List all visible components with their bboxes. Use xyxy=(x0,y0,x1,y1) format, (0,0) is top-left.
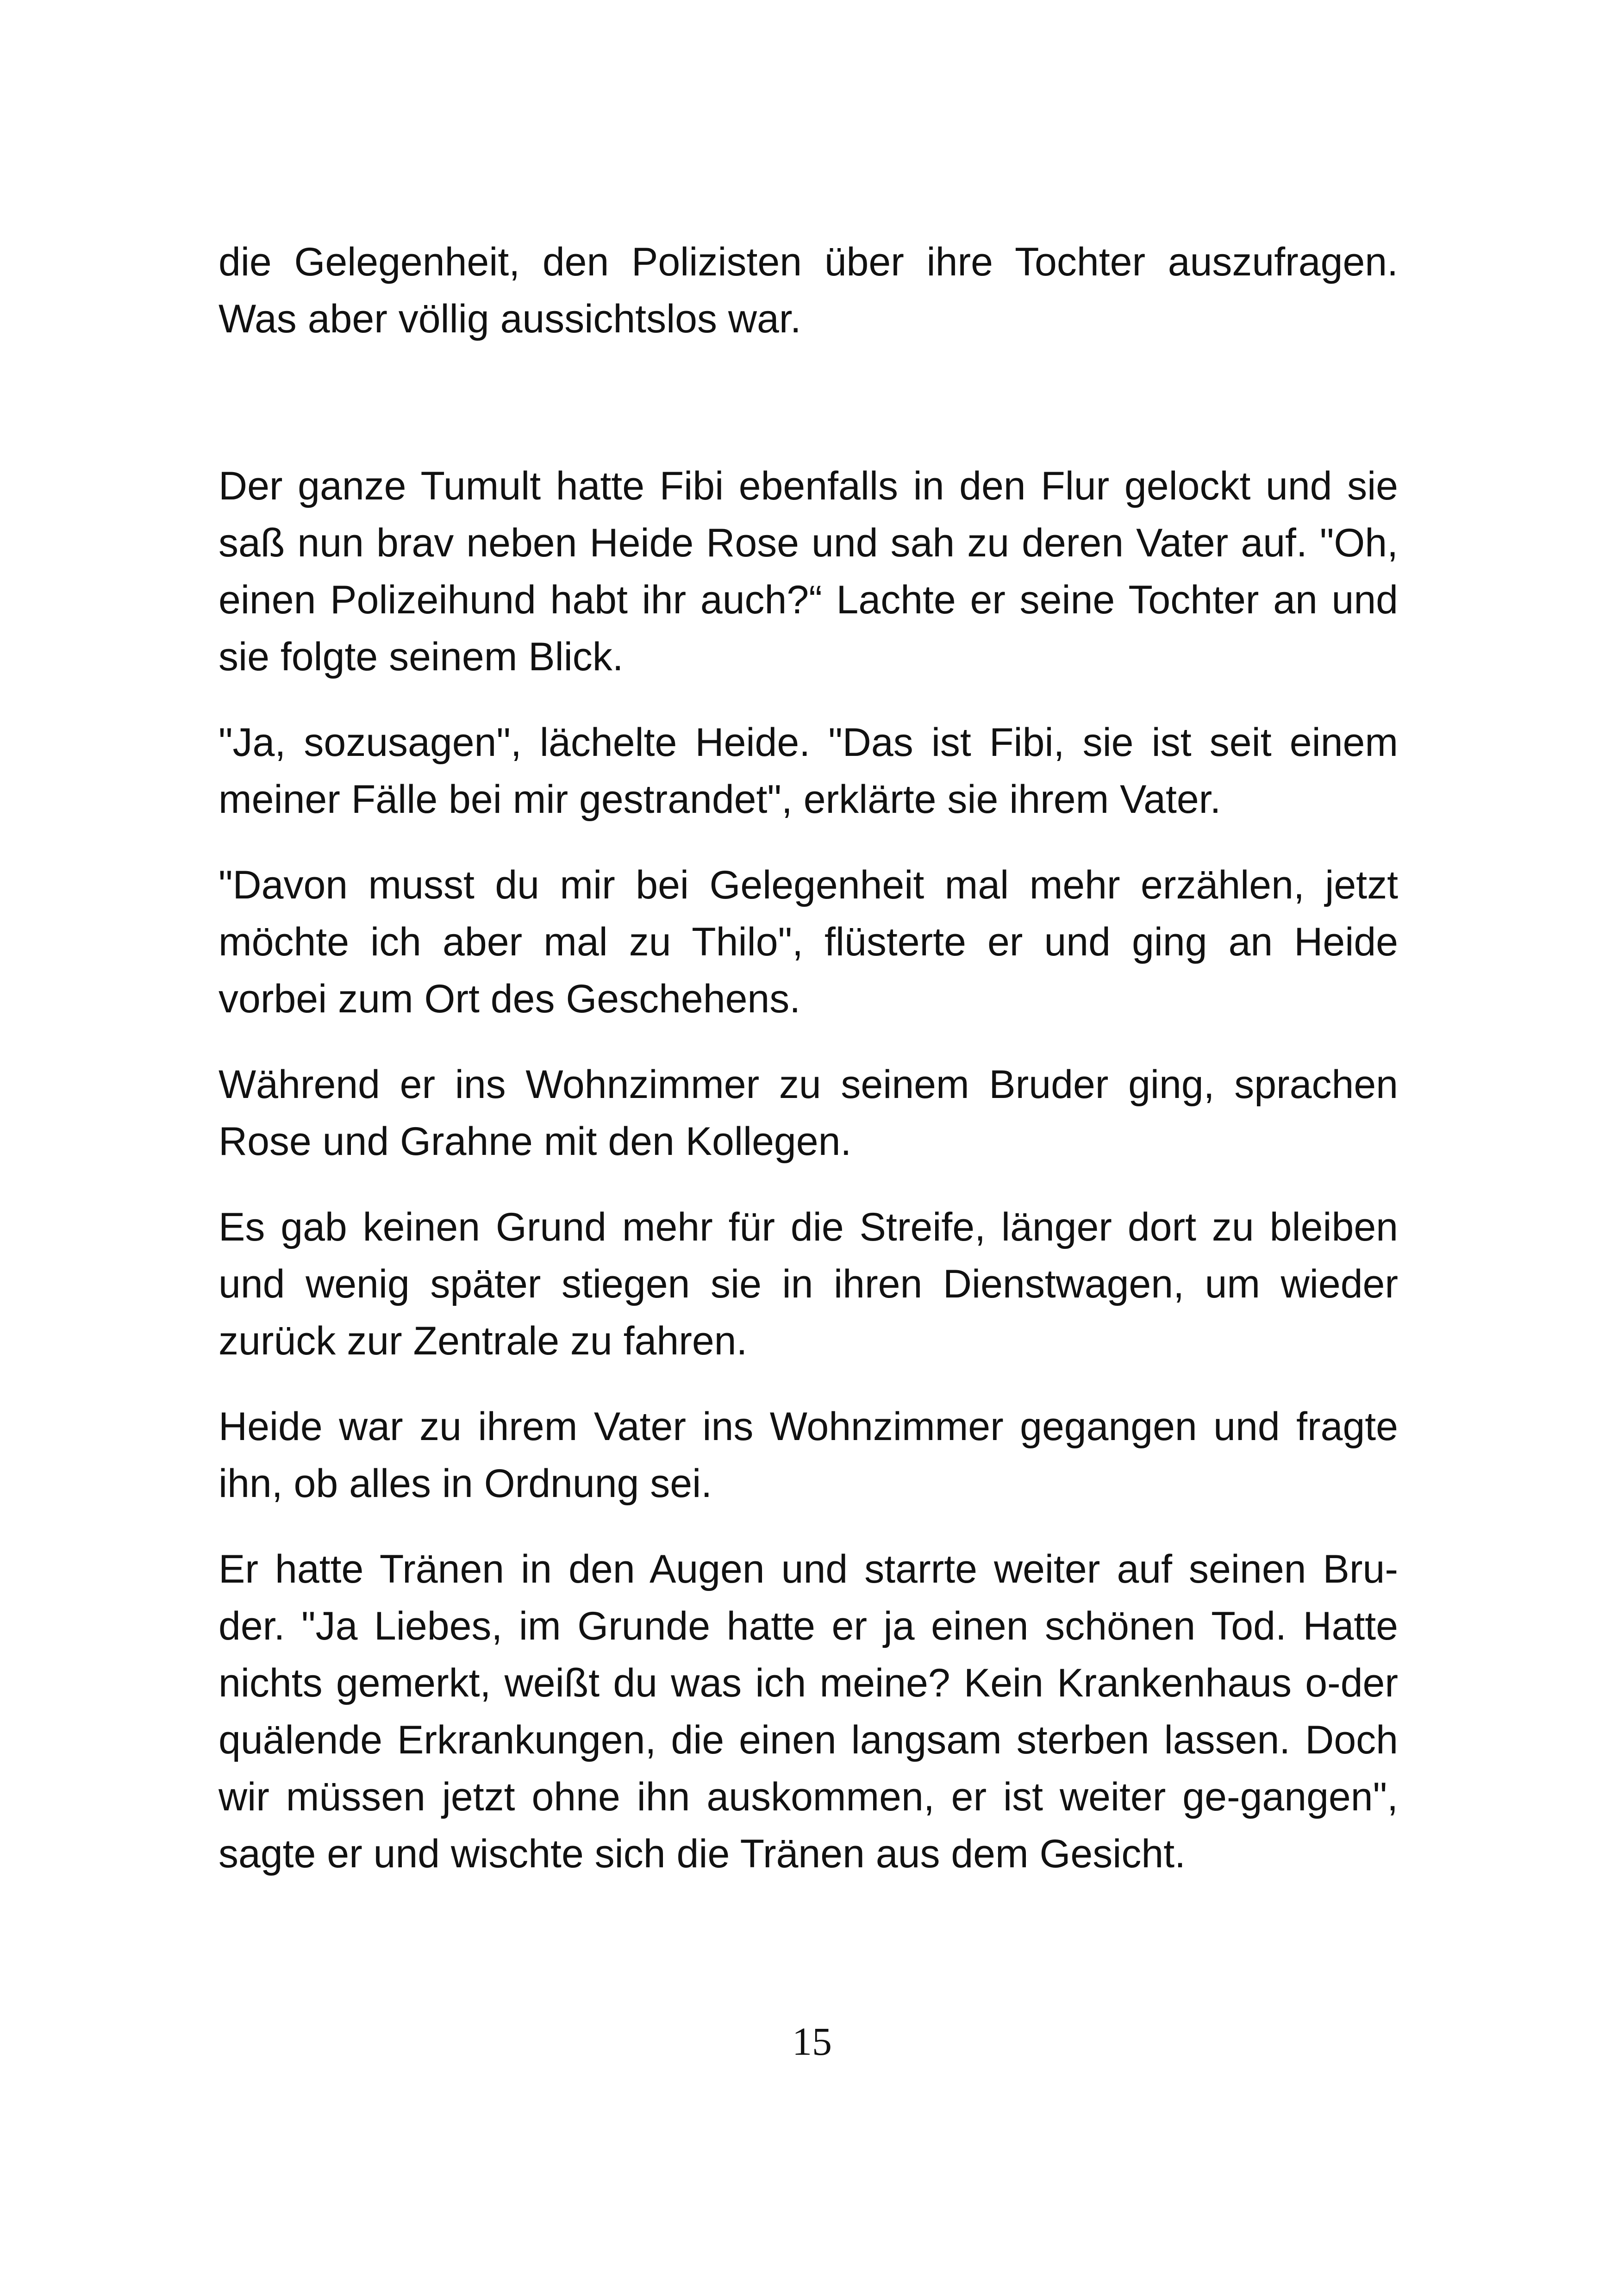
body-text xyxy=(219,234,1398,1911)
paragraph-1: die Gelegenheit, den Polizisten über ihre Tochter auszufragen. Was aber völlig aussichtslos war. xyxy=(219,240,1398,341)
paragraph-3: "Ja, sozusagen", lächelte Heide. "Das ist Fibi, sie ist seit einem meiner Fälle bei mir gestrandet", erklärte sie ihrem Vater. xyxy=(219,720,1398,822)
paragraph-7: Heide war zu ihrem Vater ins Wohnzimmer gegangen und fragte ihn, ob alles in Ordnung sei. xyxy=(219,1404,1398,1506)
paragraph-6: Es gab keinen Grund mehr für die Streife, länger dort zu bleiben und wenig später stiegen sie in ihren Dienstwagen, um wieder zurück zur Zentrale zu fahren. xyxy=(219,1205,1398,1363)
paragraph-2: Der ganze Tumult hatte Fibi ebenfalls in den Flur gelockt und sie saß nun brav neben Heide Rose und sah zu deren Vater auf. "Oh, einen Polizeihund habt ihr auch?“ Lachte er seine Tochter an und sie folgte seinem Blick. xyxy=(219,464,1398,679)
page-number: 15 xyxy=(792,2019,832,2064)
paragraph-5: Während er ins Wohnzimmer zu seinem Bruder ging, sprachen Rose und Grahne mit den Kollegen. xyxy=(219,1062,1398,1164)
paragraph-4: "Davon musst du mir bei Gelegenheit mal mehr erzählen, jetzt möchte ich aber mal zu Thilo", flüsterte er und ging an Heide vorbei zum Ort des Geschehens. xyxy=(219,863,1398,1021)
paragraph-8: Er hatte Tränen in den Augen und starrte weiter auf seinen Bru-der. "Ja Liebes, im Grunde hatte er ja einen schönen Tod. Hatte nichts gemerkt, weißt du was ich meine? Kein Krankenhaus o-der quälende Erkrankungen, die einen langsam sterben lassen. Doch wir müssen jetzt ohne ihn auskommen, er ist weiter ge-gangen", sagte er und wischte sich die Tränen aus dem Gesicht. xyxy=(219,1547,1398,1876)
